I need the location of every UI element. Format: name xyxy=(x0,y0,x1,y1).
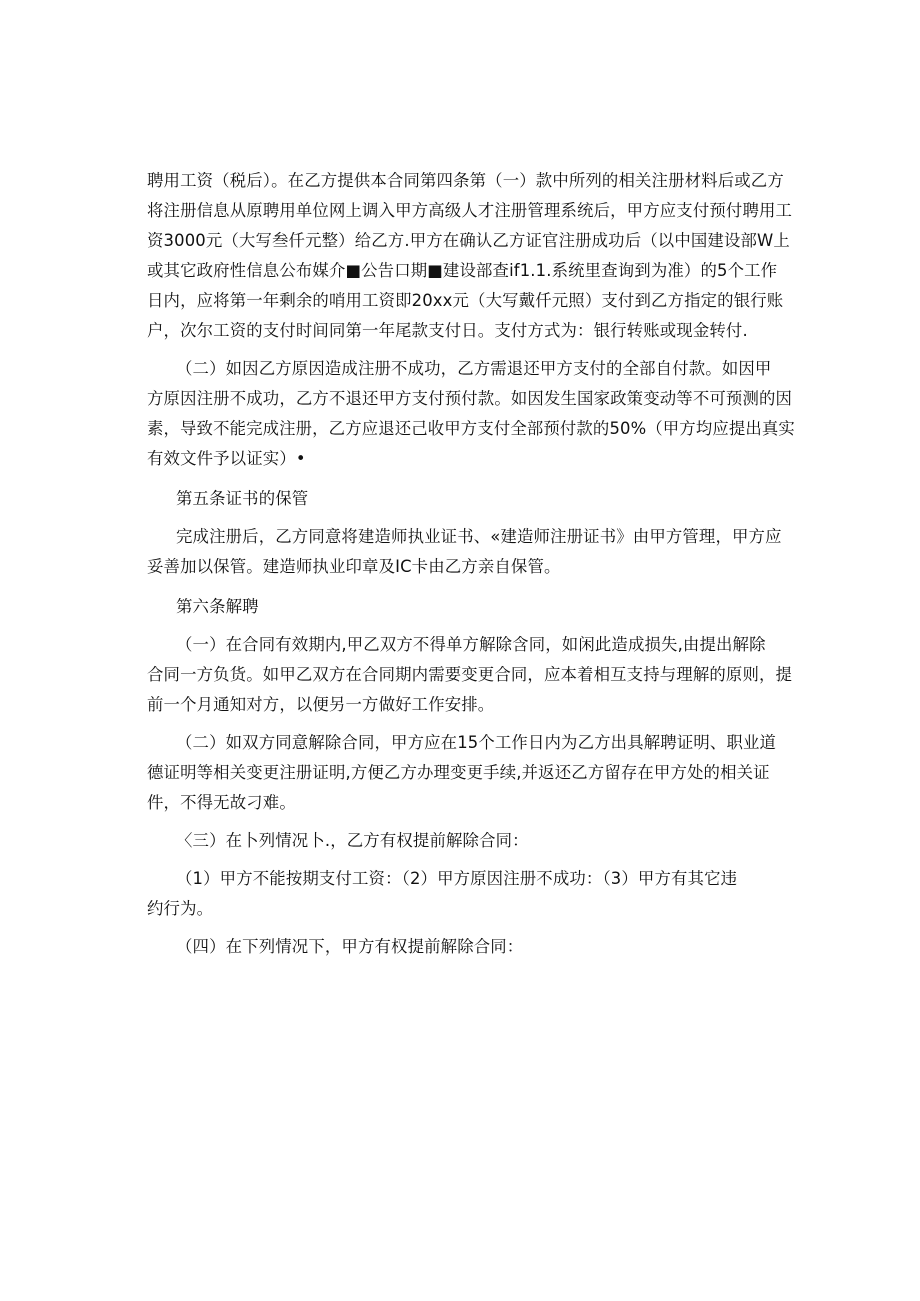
text-line: 有效文件予以证实）• xyxy=(147,449,306,468)
text-line: （二）如因乙方原因造成注册不成功，乙方需退还甲方支付的全部自付款。如因甲 xyxy=(176,359,772,378)
text-line: 德证明等相关变更注册证明,方便乙方办理变更手续,并返还乙方留存在甲方处的相关证 xyxy=(147,763,770,782)
text-line: 或其它政府性信息公布媒介■公告口期■建设部查if1.1.系统里查询到为准）的5个工作 xyxy=(147,261,778,280)
text-line: 将注册信息从原聘用单位网上调入甲方高级人才注册管理系统后，甲方应支付预付聘用工 xyxy=(147,201,793,220)
text-line: 素，导致不能完成注册，乙方应退还己收甲方支付全部预付款的50%（甲方均应提出真实 xyxy=(147,419,795,438)
text-line: 完成注册后，乙方同意将建造师执业证书、«建造师注册证书》由甲方管理，甲方应 xyxy=(176,527,782,546)
text-line: 资3000元（大写叁仟元整）给乙方.甲方在确认乙方证官注册成功后（以中国建设部W上 xyxy=(147,231,790,250)
text-line: 聘用工资（税后）。在乙方提供本合同第四条第（一）款中所列的相关注册材料后或乙方 xyxy=(147,171,784,190)
text-line: （二）如双方同意解除合同，甲方应在15个工作日内为乙方出具解聘证明、职业道 xyxy=(176,733,777,752)
text-line: （1）甲方不能按期支付工资：（2）甲方原因注册不成功：（3）甲方有其它违 xyxy=(176,869,738,888)
text-line: 合同一方负货。如甲乙双方在合同期内需要变更合同，应本着相互支持与理解的原则，提 xyxy=(147,665,793,684)
text-line: 日内，应将第一年剩余的哨用工资即20xx元（大写戴仟元照）支付到乙方指定的银行账 xyxy=(147,291,784,310)
text-line: 户，次尔工资的支付时间同第一年尾款支付日。支付方式为：银行转账或现金转付. xyxy=(147,321,748,340)
heading-article-5: 第五条证书的保管 xyxy=(176,489,309,508)
text-line: 件，不得无故刁难。 xyxy=(147,793,296,812)
heading-article-6: 第六条解聘 xyxy=(176,597,259,616)
text-line: 约行为。 xyxy=(147,899,214,918)
paragraph-dismissal-4: （四）在下列情况下，甲方有权提前解除合同： xyxy=(176,937,524,956)
text-line: （一）在合同有效期内,甲乙双方不得单方解除含同，如闲此造成损失,由提出解除 xyxy=(176,635,766,654)
text-line: 前一个月通知对方，以便另一方做好工作安排。 xyxy=(147,695,495,714)
paragraph-dismissal-3: 〈三）在卜列情况卜.，乙方有权提前解除合同： xyxy=(176,831,529,850)
text-line: 妥善加以保管。建造师执业印章及IC卡由乙方亲自保管。 xyxy=(147,557,561,576)
text-line: 方原因注册不成功，乙方不退还甲方支付预付款。如因发生国家政策变动等不可预测的因 xyxy=(147,389,793,408)
